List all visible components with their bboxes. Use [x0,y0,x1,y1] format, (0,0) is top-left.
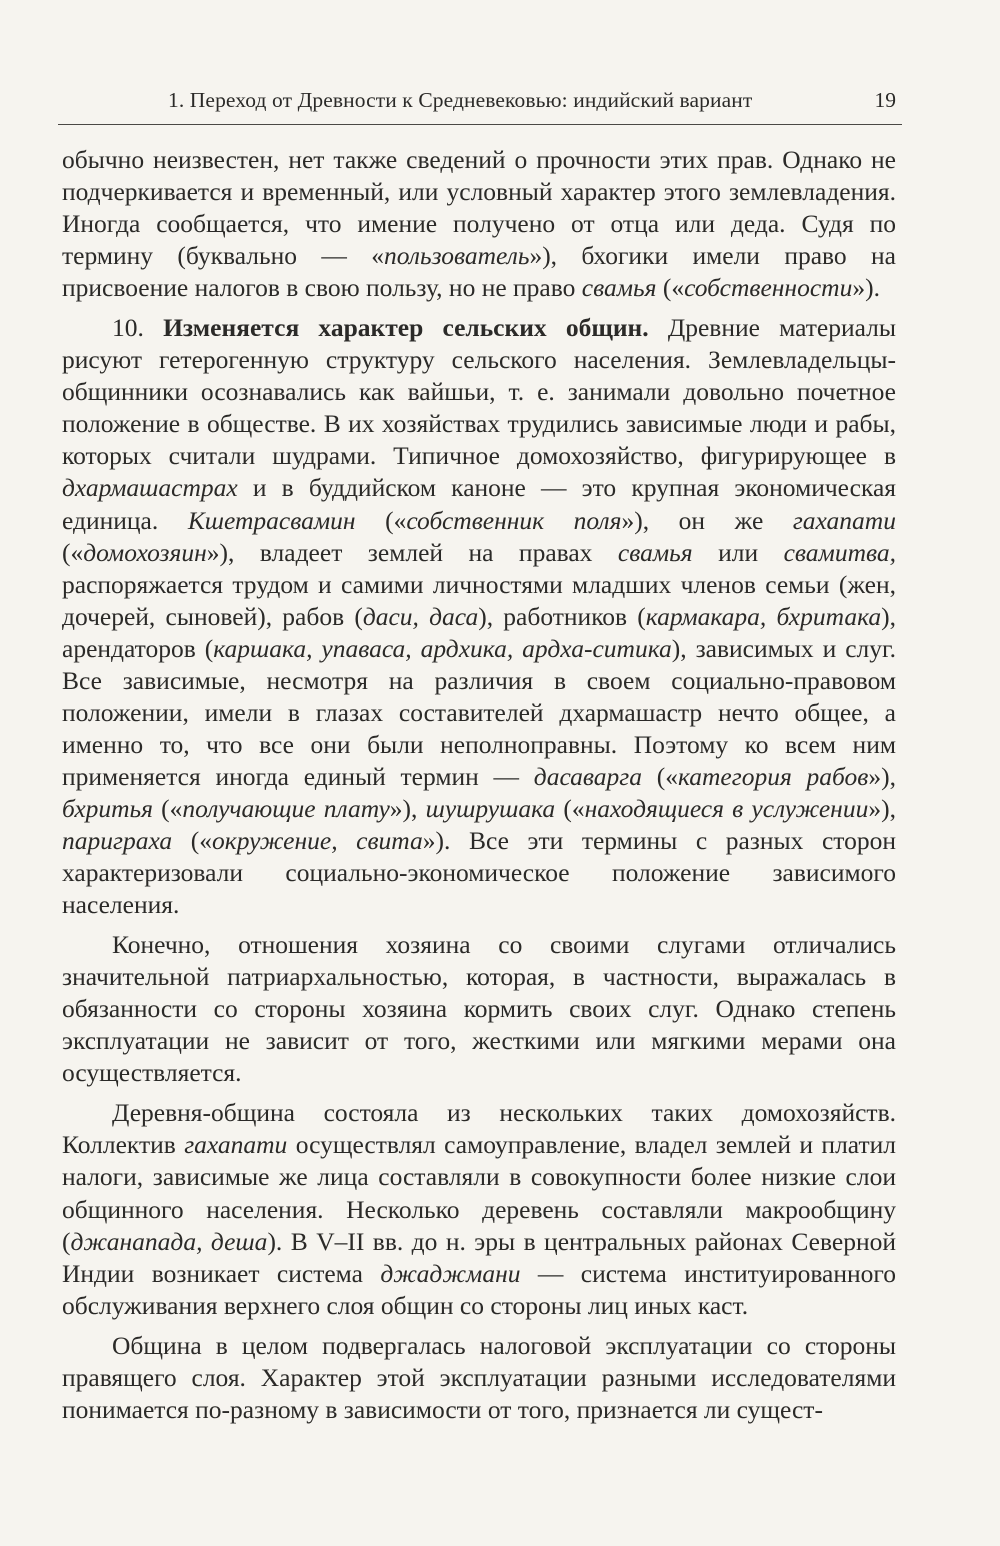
text-run: или [692,537,784,567]
text-run: Деревня-община состояла из нескольких таких домохозяйств. Коллектив [62,1098,896,1160]
italic-term: свамья [617,537,693,567]
page-number: 19 [874,88,896,112]
text-run: (« [62,537,84,567]
text-run: (« [656,273,685,303]
italic-term: кармакара, бхритака [645,601,882,631]
text-run: (« [355,505,407,535]
italic-term: джанапада, деша [70,1226,268,1256]
bold-heading: Изменяется характер сельских общин. [163,313,649,343]
italic-term: гахапати [792,505,896,535]
text-run: ), арендаторов ( [62,601,897,663]
text-run: »), [389,793,426,823]
running-header [58,88,902,125]
italic-term: гахапати [184,1130,288,1160]
italic-term: шушрушака [425,793,556,823]
paragraph-patriarchal-relations [62,929,896,1089]
italic-term: домохозяин [83,537,207,567]
text-run: (« [172,825,213,855]
text-run: 10. [112,313,164,343]
italic-term: пользователь [384,241,530,271]
paragraph-rural-communities [62,312,896,921]
italic-term: дасаварга [533,761,642,791]
text-run: »), [868,793,896,823]
italic-term: дхармашастрах [62,473,238,503]
italic-term: Кшетрасвамин [187,505,356,535]
italic-term: собственности [684,273,853,303]
italic-term: категория рабов [677,761,869,791]
text-run: распоряжается трудом и самими личностями младших членов семьи (жен, дочерей, сыновей), рабов ( [62,569,896,631]
italic-term: свамья [581,273,657,303]
text-run: (« [153,793,183,823]
text-run: »), бхогики имели право на присвоение налогов в свою пользу, но не право [62,241,896,303]
text-run: Древние материалы рисуют гетерогенную структуру сельского населения. Землевладельцы-общинники осознавались как вайшьи, т. е. занимали довольно почетное положение в обществе. В их хозяйствах трудились зависимые люди и рабы, которых считали шудрами. Типичное домохозяйство, фигурирующее в [62,313,897,471]
italic-term: бхритья [62,793,154,823]
text-run: и в буддийском каноне — это крупная экономическая единица. [62,473,896,535]
italic-term: получающие плату [182,793,390,823]
chapter-title: 1. Переход от Древности к Средневековью: индийский вариант [168,88,753,112]
italic-term: собственник поля [406,505,622,535]
paragraph-village-community [62,1097,896,1321]
body-text [62,144,896,1426]
text-run: (« [555,793,585,823]
text-run: »), он же [621,505,793,535]
text-run: обычно неизвестен, нет также сведений о прочности этих прав. Однако не подчеркивается и временный, или условный характер этого землевладения. Иногда сообщается, что имение получено от отца или деда. Судя по термину (буквально — « [62,145,896,271]
text-run: ), зависимых и слуг. Все зависимые, несмотря на различия в своем социально-правовом положении, имели в глазах составителей дхармашастр нечто общее, а именно то, что все они были неполноправны. Поэтому ко всем ним применяется иногда единый термин — [62,633,896,791]
text-run: »), [868,761,896,791]
text-run: Конечно, отношения хозяина со своими слугами отличались значительной патриархальностью, которая, в частности, выражалась в обязанности со стороны хозяина кормить своих слуг. Однако степень эксплуатации не зависит от того, жесткими или мягкими мерами она осуществляется. [62,930,896,1088]
italic-term: париграха [62,825,173,855]
text-run: »), владеет землей на правах [206,537,618,567]
text-run: ), работников ( [478,601,646,631]
italic-term: окружение, свита [212,825,423,855]
text-run: »). Все эти термины с разных сторон характеризовали социально-экономическое положение зависимого населения. [62,825,896,920]
italic-term: даси, даса [362,601,479,631]
paragraph-continuation [62,144,896,304]
text-run: — система институированного обслуживания верхнего слоя общин со стороны лиц иных каст. [62,1258,896,1320]
italic-term: джаджмани [380,1258,521,1288]
italic-term: свамитва, [783,537,896,567]
text-run: Община в целом подвергалась налоговой эксплуатации со стороны правящего слоя. Характер этой эксплуатации разными исследователями понимается по-разному в зависимости от того, признается ли сущест- [62,1330,896,1424]
text-run: ). В V–II вв. до н. эры в центральных районах Северной Индии возникает система [62,1226,896,1288]
text-run: осуществлял самоуправление, владел землей и платил налоги, зависимые же лица составляли в совокупности более низкие слои общинного населения. Несколько деревень составляли макрообщину ( [62,1130,896,1256]
text-run: »). [852,273,880,303]
paragraph-tax-exploitation [62,1330,896,1426]
italic-term: каршака, упаваса, ардхика, ардха-ситика [213,633,672,663]
text-run: (« [641,761,678,791]
italic-term: находящиеся в услужении [584,793,869,823]
